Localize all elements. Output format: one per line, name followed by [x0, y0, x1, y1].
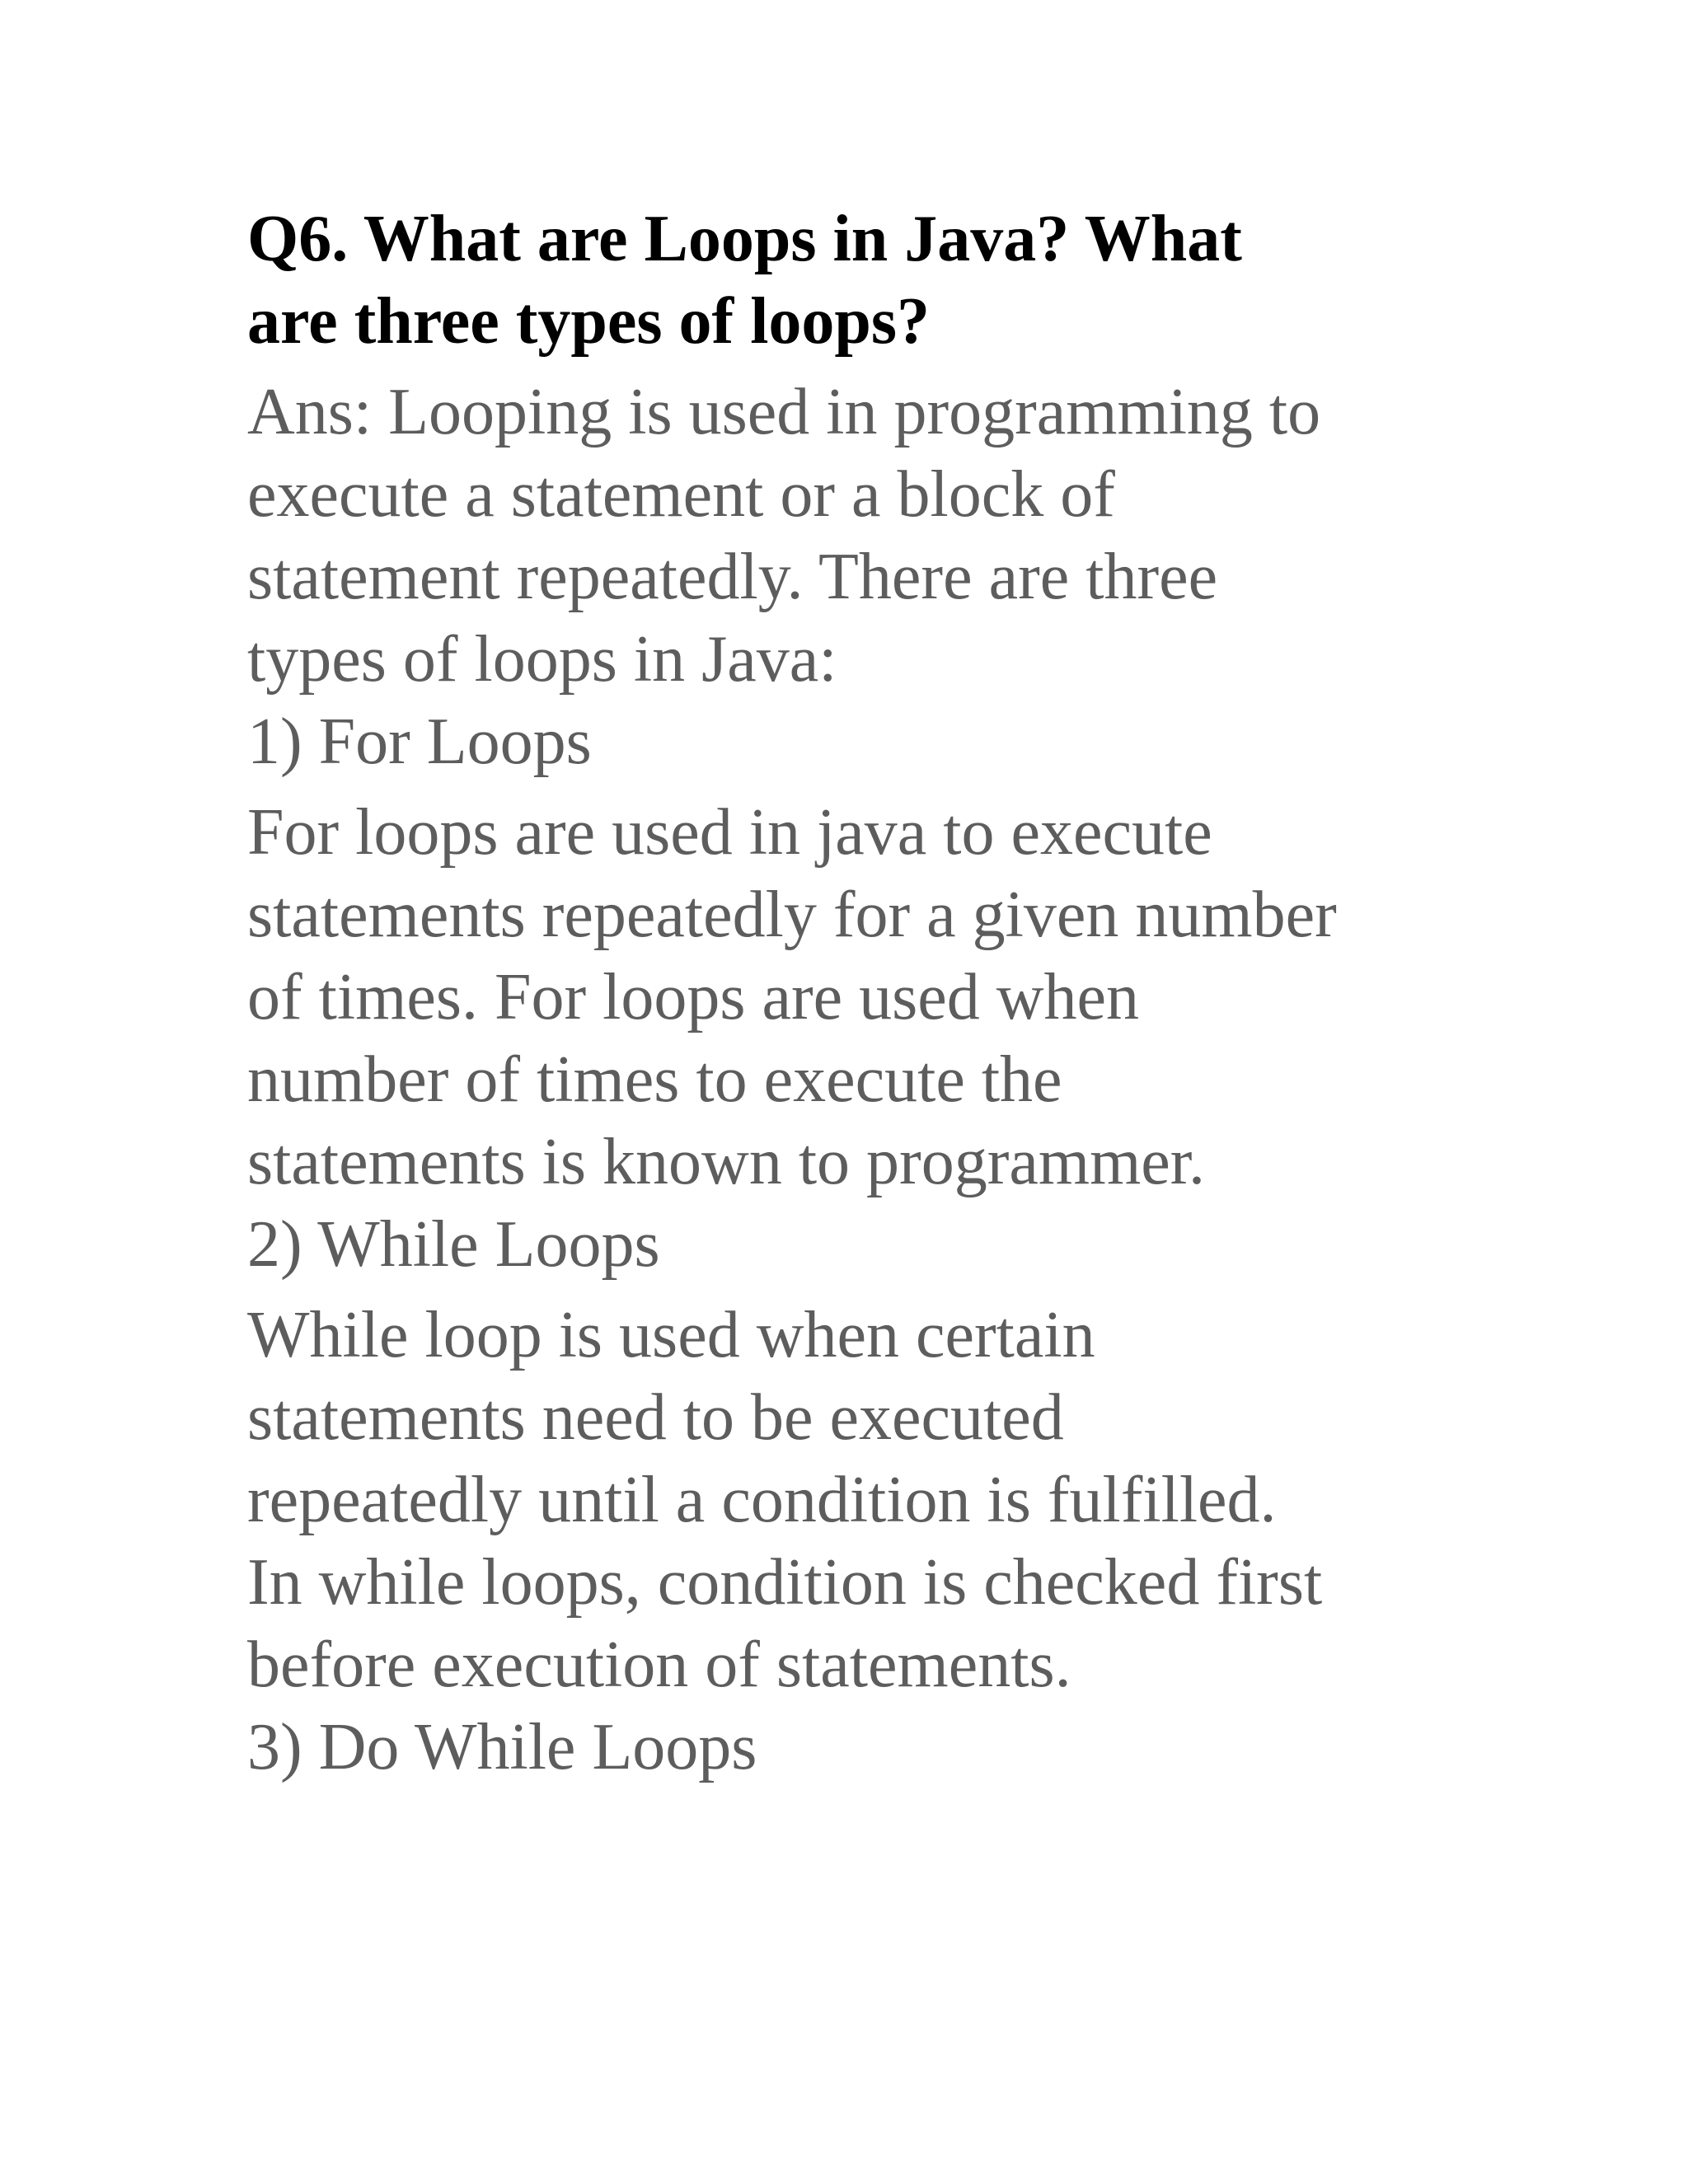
section-heading-do-while-loops: 3) Do While Loops	[247, 1711, 757, 1783]
body-line: statements is known to programmer.	[247, 1126, 1206, 1198]
document-content	[247, 198, 1451, 1788]
body-line: In while loops, condition is checked first	[247, 1546, 1323, 1619]
body-line: statements repeatedly for a given number	[247, 879, 1337, 951]
body-line: While loop is used when certain	[247, 1299, 1095, 1371]
question-heading	[247, 198, 1451, 363]
body-line: For loops are used in java to execute	[247, 796, 1212, 869]
body-line: before execution of statements.	[247, 1629, 1071, 1701]
section-body-for-loops	[247, 791, 1451, 1203]
body-line: statements need to be executed	[247, 1381, 1064, 1454]
answer-line: statement repeatedly. There are three	[247, 541, 1218, 613]
question-line: are three types of loops?	[247, 285, 931, 358]
body-line: number of times to execute the	[247, 1043, 1062, 1116]
answer-intro	[247, 371, 1451, 701]
section-body-while-loops	[247, 1294, 1451, 1706]
section-heading-while-loops: 2) While Loops	[247, 1208, 660, 1281]
body-line: repeatedly until a condition is fulfilled.	[247, 1464, 1277, 1536]
body-line: of times. For loops are used when	[247, 961, 1140, 1033]
answer-line: Ans: Looping is used in programming to	[247, 376, 1321, 448]
answer-line: types of loops in Java:	[247, 623, 837, 696]
section-heading-for-loops: 1) For Loops	[247, 705, 592, 778]
question-line: Q6. What are Loops in Java? What	[247, 203, 1242, 275]
answer-line: execute a statement or a block of	[247, 458, 1115, 531]
